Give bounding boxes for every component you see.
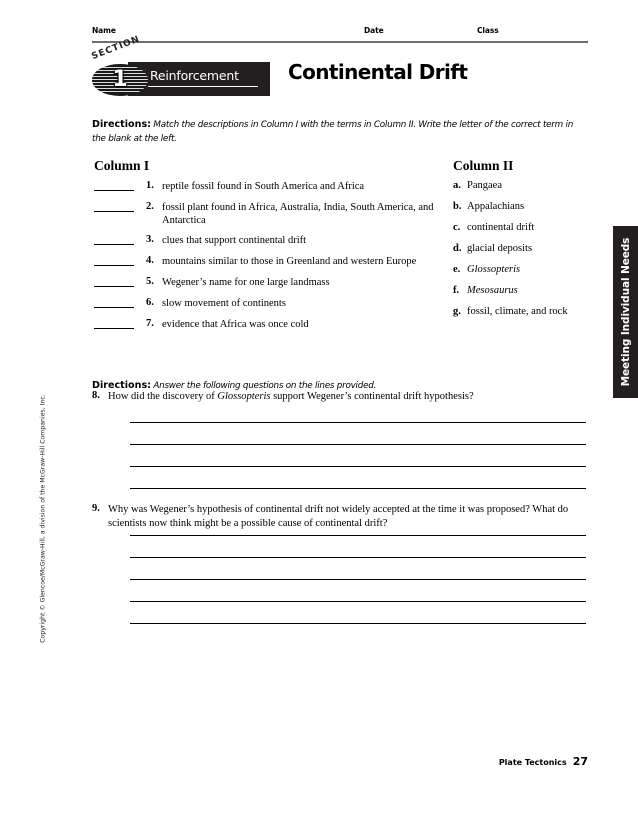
answer-line[interactable] (130, 601, 586, 602)
section-badge-underline (148, 86, 258, 87)
list-item-label: reptile fossil found in South America and Africa (162, 181, 365, 192)
list-item (94, 255, 434, 269)
list-item (94, 180, 434, 194)
directions-label: Directions: (92, 119, 152, 130)
list-item-label: Pangaea (467, 180, 502, 191)
question-text-italic: Glossopteris (217, 391, 271, 402)
list-item-letter: g. (453, 306, 461, 317)
list-item (94, 297, 434, 311)
list-item-letter: e. (453, 264, 461, 275)
answer-blank[interactable] (94, 265, 134, 266)
column-one-heading: Column I (94, 158, 150, 173)
answer-line[interactable] (130, 488, 586, 489)
directions-text: Match the descriptions in Column I with the terms in Column II. Write the letter of the correct term in the blank at the left. (92, 120, 574, 144)
list-item-label: Wegener’s name for one large landmass (162, 277, 330, 288)
list-item-number: 6. (146, 297, 154, 308)
list-item-letter: b. (453, 201, 462, 212)
list-item-letter: a. (453, 180, 461, 191)
question-text-after: support Wegener’s continental drift hypothesis? (270, 391, 474, 402)
answer-blank[interactable] (94, 328, 134, 329)
list-item-label: slow movement of continents (162, 298, 286, 309)
question-9 (92, 503, 588, 530)
list-item (94, 234, 434, 248)
class-field-label: Class (477, 26, 499, 35)
answer-blank[interactable] (94, 211, 134, 212)
column-one-list (94, 180, 434, 339)
list-item-number: 5. (146, 276, 154, 287)
section-word-label: SECTION (90, 34, 142, 62)
footer-chapter-title: Plate Tectonics (498, 758, 567, 767)
list-item-label: fossil plant found in Africa, Australia, India, South America, and Antarctica (162, 202, 434, 226)
list-item (94, 276, 434, 290)
column-two-list (453, 180, 593, 327)
question-text-before: How did the discovery of (108, 391, 218, 402)
answer-line[interactable] (130, 579, 586, 580)
answer-line[interactable] (130, 422, 586, 423)
answer-blank[interactable] (94, 307, 134, 308)
list-item-label: clues that support continental drift (162, 235, 307, 246)
list-item-number: 3. (146, 234, 154, 245)
question-number: 8. (92, 390, 100, 401)
list-item-letter: f. (453, 285, 460, 296)
page-title: Continental Drift (288, 60, 468, 84)
answer-lines-question-9 (130, 535, 586, 645)
list-item-number: 1. (146, 180, 154, 191)
list-item-label: Glossopteris (467, 264, 521, 275)
header-divider-rule (92, 41, 588, 43)
answer-blank[interactable] (94, 244, 134, 245)
list-item (453, 264, 593, 285)
answer-line[interactable] (130, 466, 586, 467)
list-item (453, 285, 593, 306)
copyright-notice: Copyright © Glencoe/McGraw-Hill, a division of the McGraw-Hill Companies, Inc. (39, 394, 47, 643)
list-item-number: 2. (146, 201, 154, 212)
list-item-label: fossil, climate, and rock (467, 306, 568, 317)
list-item (453, 243, 593, 264)
list-item-label: Mesosaurus (467, 285, 518, 296)
answer-line[interactable] (130, 444, 586, 445)
list-item (453, 222, 593, 243)
page-footer (499, 755, 588, 768)
answer-line[interactable] (130, 557, 586, 558)
list-item (453, 180, 593, 201)
list-item-number: 4. (146, 255, 154, 266)
list-item-label: Appalachians (467, 201, 525, 212)
answer-line[interactable] (130, 535, 586, 536)
list-item-letter: c. (453, 222, 461, 233)
date-field-label: Date (364, 26, 384, 35)
list-item (453, 306, 593, 327)
section-badge (90, 34, 270, 96)
list-item-number: 7. (146, 318, 154, 329)
list-item-label: mountains similar to those in Greenland and western Europe (162, 256, 417, 267)
directions-text: Answer the following questions on the lines provided. (153, 381, 377, 391)
directions-matching (92, 118, 588, 146)
question-number: 9. (92, 503, 100, 514)
list-item (94, 318, 434, 332)
directions-label: Directions: (92, 380, 152, 391)
list-item (453, 201, 593, 222)
list-item (94, 201, 434, 227)
list-item-label: glacial deposits (467, 243, 533, 254)
answer-lines-question-8 (130, 422, 586, 510)
footer-page-number: 27 (572, 755, 588, 768)
question-8 (92, 390, 588, 404)
column-two-heading: Column II (453, 158, 514, 173)
list-item-label: evidence that Africa was once cold (162, 319, 309, 330)
section-number: 1 (112, 67, 128, 92)
answer-blank[interactable] (94, 286, 134, 287)
list-item-letter: d. (453, 243, 462, 254)
question-text (108, 503, 588, 530)
list-item-label: continental drift (467, 222, 535, 233)
side-tab-label: Meeting Individual Needs (619, 237, 632, 387)
answer-blank[interactable] (94, 190, 134, 191)
question-text-before: Why was Wegener’s hypothesis of continental drift not widely accepted at the time it was proposed? What do scientists now think might be a possible cause of continental drift? (108, 504, 569, 529)
side-tab-meeting-individual-needs (613, 226, 638, 398)
name-field-label: Name (92, 26, 116, 35)
answer-line[interactable] (130, 623, 586, 624)
section-type-label: Reinforcement (150, 68, 239, 83)
question-text (108, 390, 588, 404)
